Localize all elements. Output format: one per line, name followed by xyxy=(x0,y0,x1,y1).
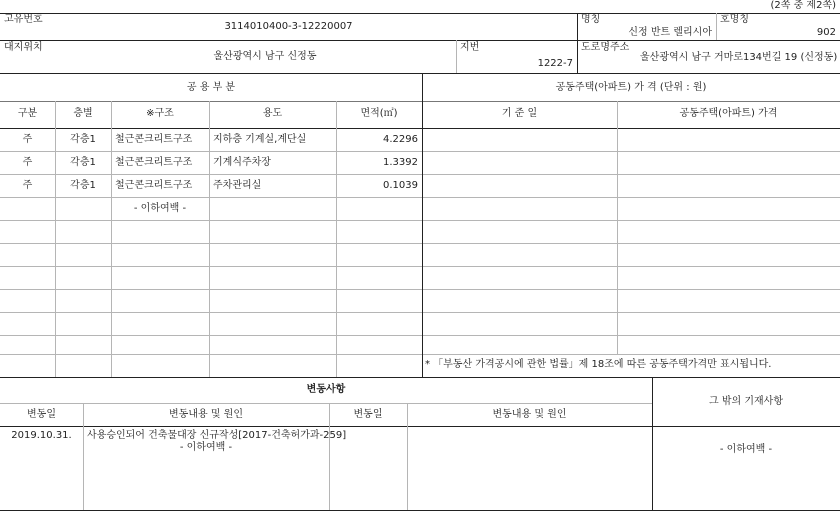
other-end-mark: - 이하여백 - xyxy=(719,444,773,455)
row-structure: 철근콘크리트구조 xyxy=(115,134,193,145)
column-header-structure: ※구조 xyxy=(146,108,174,119)
row-floor: 각층1 xyxy=(70,134,96,145)
row-use: 기계식주차장 xyxy=(213,157,271,168)
name-label: 명칭 xyxy=(581,14,601,25)
site-location-label: 대지위치 xyxy=(4,42,43,53)
changes-section-title: 변동사항 xyxy=(306,384,346,395)
other-section-title: 그 밖의 기재사항 xyxy=(709,396,783,407)
name-value: 신정 반트 렐리시아 xyxy=(628,27,712,38)
price-section-title: 공동주택(아파트) 가 격 (단위 : 원) xyxy=(555,82,707,93)
changes-end-mark: - 이하여백 - xyxy=(179,442,233,453)
unique-no-value: 3114010400-3-12220007 xyxy=(224,21,353,32)
unit-value: 902 xyxy=(816,27,836,38)
change-content: 사용승인되어 건축물대장 신규작성[2017-건축허가과-259] xyxy=(87,430,347,441)
column-header-price: 공동주택(아파트) 가격 xyxy=(679,108,778,119)
row-area: 4.2296 xyxy=(383,134,418,145)
row-type: 주 xyxy=(22,134,33,145)
column-header-change-content: 변동내용 및 원인 xyxy=(169,409,243,420)
column-header-change-content-2: 변동내용 및 원인 xyxy=(492,409,567,420)
column-header-type: 구분 xyxy=(17,108,38,119)
row-area: 0.1039 xyxy=(383,180,418,191)
unit-label: 호명칭 xyxy=(720,14,749,25)
row-structure: 철근콘크리트구조 xyxy=(115,180,193,191)
road-address-value: 울산광역시 남구 거마로134번길 19 (신정동) xyxy=(640,52,838,63)
change-date: 2019.10.31. xyxy=(11,430,72,441)
end-mark: - 이하여백 - xyxy=(133,203,187,214)
row-type: 주 xyxy=(22,180,33,191)
price-note: * 「부동산 가격공시에 관한 법률」제 18조에 따른 공동주택가격만 표시됩니다. xyxy=(425,359,772,370)
column-header-change-date: 변동일 xyxy=(27,409,56,420)
row-structure: 철근콘크리트구조 xyxy=(115,157,193,168)
lot-label: 지번 xyxy=(460,42,480,53)
column-header-use: 용도 xyxy=(262,108,283,119)
row-use: 주차관리실 xyxy=(213,180,262,191)
site-location-value: 울산광역시 남구 신정동 xyxy=(213,51,317,62)
column-header-floor: 층별 xyxy=(73,108,93,119)
row-area: 1.3392 xyxy=(383,157,418,168)
row-floor: 각층1 xyxy=(70,157,96,168)
lot-value: 1222-7 xyxy=(537,58,573,69)
row-use: 지하층 기계실,계단실 xyxy=(213,134,307,145)
column-header-base-date: 기 준 일 xyxy=(501,108,538,119)
row-type: 주 xyxy=(22,157,33,168)
unique-no-label: 고유번호 xyxy=(4,14,43,25)
row-floor: 각층1 xyxy=(70,180,96,191)
column-header-area: 면적(㎡) xyxy=(360,108,398,119)
page-counter: (2쪽 중 제2쪽) xyxy=(770,0,836,11)
column-header-change-date-2: 변동일 xyxy=(353,409,383,420)
common-section-title: 공 용 부 분 xyxy=(186,82,236,93)
road-address-label: 도로명주소 xyxy=(581,42,630,53)
